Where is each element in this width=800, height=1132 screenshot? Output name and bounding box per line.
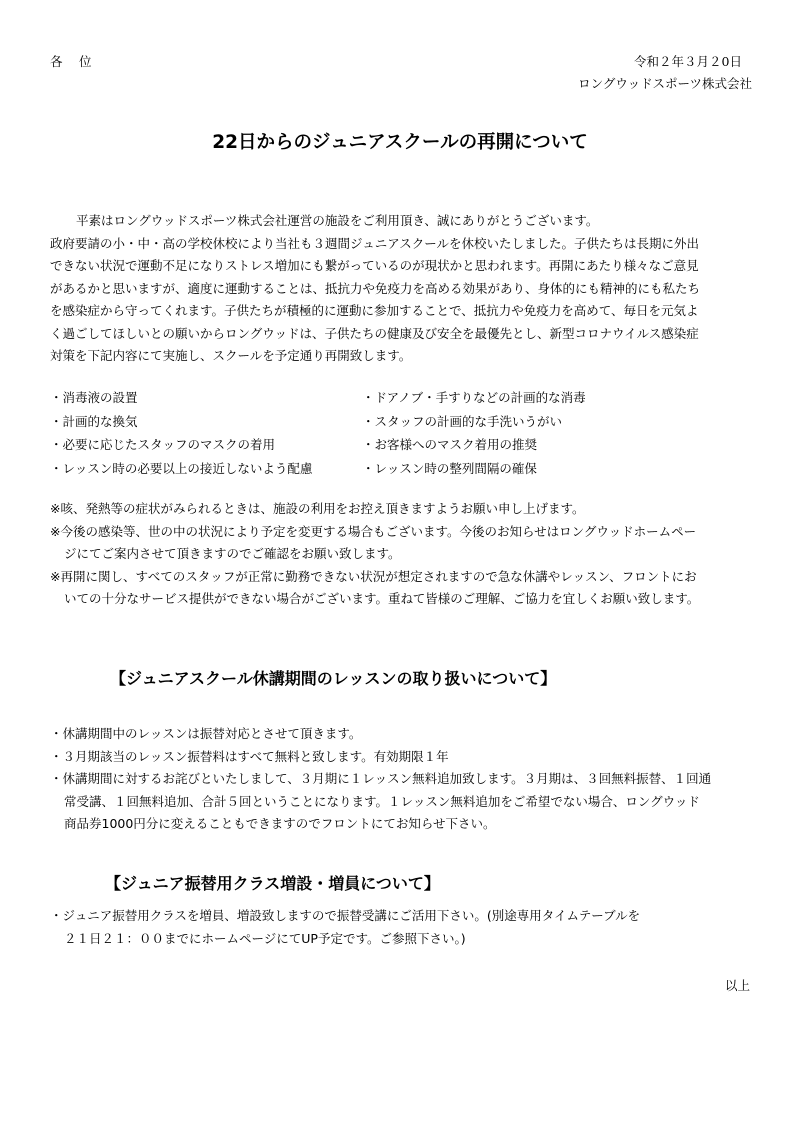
measure-item: ・お客様へのマスク着用の推奨 [362, 437, 538, 452]
lesson-line: 常受講、１回無料追加、合計５回ということになります。１レッスン無料追加をご希望でない場合、ロングウッド [64, 793, 700, 809]
issue-date: 令和２年３月２0日 [634, 54, 742, 69]
note-line: ジにてご案内させて頂きますのでご確認をお願い致します。 [64, 546, 401, 561]
lessons-list [50, 723, 760, 836]
intro-line: を感染症から守ってくれます。子供たちが積極的に運動に参加することで、抵抗力や免疫力を高めて、毎日を元気よ [50, 303, 699, 318]
company-name: ロングウッドスポーツ株式会社 [578, 76, 752, 91]
addressee: 各 位 [50, 54, 94, 69]
lesson-line: 商品券1000円分に変えることもできますのでフロントにてお知らせ下さい。 [64, 816, 496, 831]
section-heading-lessons: 【ジュニアスクール休講期間のレッスンの取り扱いについて】 [110, 669, 557, 688]
measure-item: ・レッスン時の必要以上の接近しないよう配慮 [50, 460, 313, 476]
measures-row [50, 386, 750, 410]
lesson-line: ・休講期間に対するお詫びといたしまして、３月期に１レッスン無料追加致します。３月期は、３回無料振替、１回通 [50, 771, 712, 786]
class-line: ２１日２１：００までにホームページにてUP予定です。ご参照下さい。) [64, 931, 466, 946]
note-line: ※再開に関し、すべてのスタッフが正常に勤務できない状況が想定されますので急な休講やレッスン、フロントにお [50, 568, 697, 584]
measure-item: ・計画的な換気 [50, 413, 138, 429]
notes-list [50, 498, 760, 611]
closing-mark: 以上 [724, 978, 750, 993]
intro-line: できない状況で運動不足になりストレス増加にも繋がっているのが現状かと思われます。再開にあたり様々なご意見 [50, 258, 699, 273]
measures-row [50, 433, 750, 457]
note-line: ※咳、発熱等の症状がみられるときは、施設の利用をお控え頂きますようお願い申し上げます。 [50, 501, 585, 516]
measure-item: ・必要に応じたスタッフのマスクの着用 [50, 437, 276, 452]
intro-line: があるかと思いますが、適度に運動することは、抵抗力や免疫力を高める効果があり、身体的にも精神的にも私たち [50, 280, 701, 296]
intro-line: 対策を下記内容にて実施し、スクールを予定通り再開致します。 [50, 348, 412, 363]
note-line: いての十分なサービス提供ができない場合がございます。重ねて皆様のご理解、ご協力を宜しくお願い致します。 [64, 591, 700, 606]
measure-item: ・ドアノブ・手すりなどの計画的な消毒 [362, 390, 586, 405]
measures-list [50, 386, 750, 480]
intro-line: 政府要請の小・中・高の学校休校により当社も３週間ジュニアスクールを休校いたしました。子供たちは長期に外出 [50, 235, 700, 251]
intro-line: く過ごしてほしいとの願いからロングウッドは、子供たちの健康及び安全を最優先とし、新型コロナウイルス感染症 [50, 325, 699, 341]
section-heading-classes: 【ジュニア振替用クラス増設・増員について】 [105, 874, 440, 893]
measure-item: ・レッスン時の整列間隔の確保 [362, 460, 537, 476]
measures-row [50, 457, 750, 481]
note-line: ※今後の感染等、世の中の状況により予定を変更する場合もございます。今後のお知らせはロングウッドホームペー [50, 523, 697, 539]
lesson-line: ・３月期該当のレッスン振替料はすべて無料と致します。有効期限１年 [50, 748, 449, 764]
class-line: ・ジュニア振替用クラスを増員、増設致しますので振替受講にご活用下さい。(別途専用タイムテーブルを [50, 908, 641, 923]
measure-item: ・消毒液の設置 [50, 390, 138, 405]
document-title: 22日からのジュニアスクールの再開について [212, 132, 588, 153]
measure-item: ・スタッフの計画的な手洗いうがい [362, 413, 563, 429]
lesson-line: ・休講期間中のレッスンは振替対応とさせて頂きます。 [50, 726, 362, 741]
intro-paragraph [50, 210, 750, 368]
measures-row [50, 410, 750, 434]
classes-list [50, 904, 760, 950]
intro-line: 平素はロングウッドスポーツ株式会社運営の施設をご利用頂き、誠にありがとうございます。 [76, 213, 599, 228]
